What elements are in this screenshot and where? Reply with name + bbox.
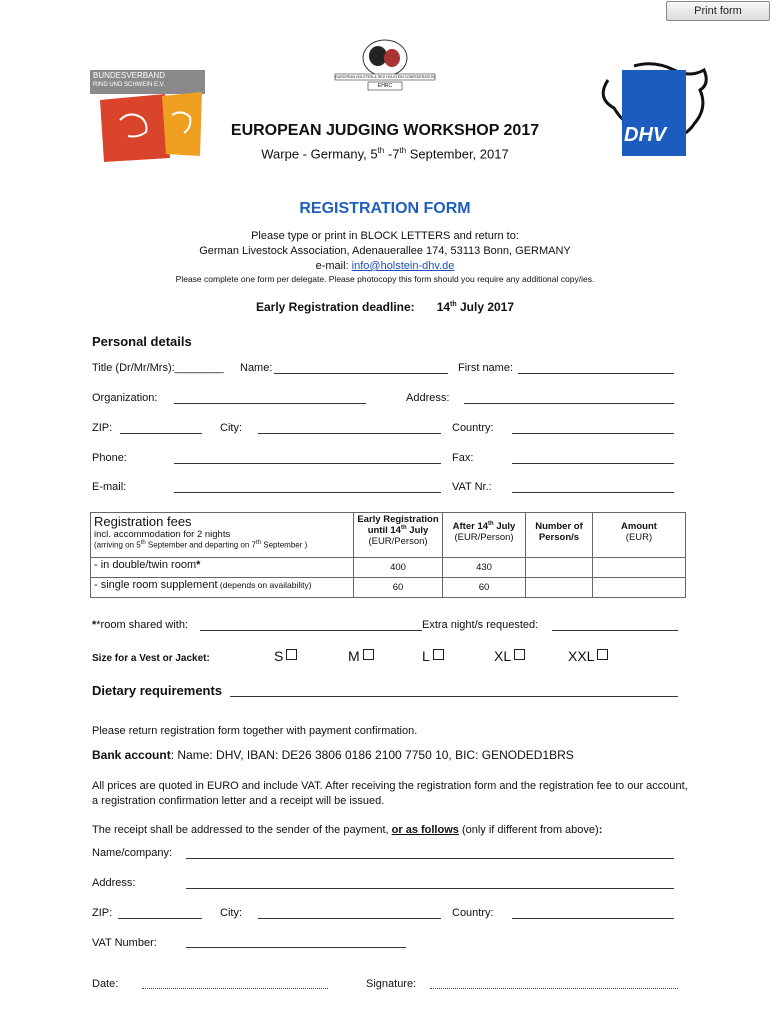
vat-label: VAT Nr.: [452,481,492,493]
page-title: EUROPEAN JUDGING WORKSHOP 2017 [230,122,540,139]
instructions-line: Please type or print in BLOCK LETTERS and return to: [251,230,519,242]
event-location-date: Warpe - Germany, 5th -7th September, 2017 [261,146,509,162]
extra-nights-input[interactable] [552,630,678,631]
receipt-city-label: City: [220,907,242,919]
registration-fees-heading: Registration fees [94,514,192,529]
col-number-header: Number of Person/s [526,513,593,558]
organization-input[interactable] [174,403,366,404]
name-input[interactable] [274,373,448,374]
prices-note: All prices are quoted in EURO and include VAT. After receiving the registration form and the registration fee to our account, a registration confirmation letter and a receipt will be issued. [92,780,688,807]
print-form-button[interactable]: Print form [666,1,770,21]
dhv-text: DHV [624,124,667,146]
date-label: Date: [92,978,119,990]
country-input[interactable] [512,433,674,434]
receipt-zip-input[interactable] [118,918,202,919]
name-company-input[interactable] [186,858,674,859]
bank-account: Bank account: Name: DHV, IBAN: DE26 3806 0186 2100 7750 10, BIC: GENODED1BRS [92,748,574,762]
size-option-s[interactable]: S [274,648,297,664]
city-input[interactable] [258,433,441,434]
personal-details-heading: Personal details [92,334,192,349]
dietary-input[interactable] [230,696,678,697]
receipt-address-label: Address: [92,877,136,889]
address-label: Address: [406,392,450,404]
first-name-label: First name: [458,362,514,374]
checkbox-icon[interactable] [597,649,608,660]
date-input[interactable] [142,988,328,989]
table-row [91,578,686,598]
email-link[interactable]: info@holstein-dhv.de [351,260,455,272]
name-company-label: Name/company: [92,847,173,859]
extra-nights-label: Extra night/s requested: [422,619,539,631]
col-early-header: Early Registration until 14th July (EUR/Person) [354,513,443,558]
size-option-xl[interactable]: XL [494,648,525,664]
signature-input[interactable] [430,988,678,989]
registration-form-title: REGISTRATION FORM [299,200,471,217]
col-after-header: After 14th July (EUR/Person) [443,513,526,558]
ehrc-logo [330,38,440,94]
size-option-l[interactable]: L [422,648,444,664]
fax-input[interactable] [512,463,674,464]
room-shared-label: **room shared with: [92,619,188,631]
vat-number-input[interactable] [186,947,406,948]
double-after-price: 430 [443,558,526,578]
receipt-country-label: Country: [452,907,494,919]
col-amount-header: Amount (EUR) [593,513,686,558]
receipt-address-input[interactable] [186,888,674,889]
vat-number-label: VAT Number: [92,937,157,949]
registration-fees-table [90,512,686,598]
single-number-input[interactable] [526,578,593,598]
address-input[interactable] [464,403,674,404]
zip-label: ZIP: [92,422,113,434]
receipt-note: The receipt shall be addressed to the sender of the payment, or as follows (only if different from above): [92,824,603,836]
checkbox-icon[interactable] [286,649,297,660]
bundesverband-text: BUNDESVERBAND [93,71,166,80]
table-row [91,558,686,578]
ehrc-text: EUROPEAN HOLSTEIN & RED HOLSTEIN CONFEDERATION [335,75,435,79]
checkbox-icon[interactable] [433,649,444,660]
size-option-xxl[interactable]: XXL [568,648,608,664]
double-room-label: - in double/twin room* [91,558,354,578]
checkbox-icon[interactable] [514,649,525,660]
first-name-input[interactable] [518,373,674,374]
country-label: Country: [452,422,494,434]
dietary-label: Dietary requirements [92,683,223,698]
single-amount-input[interactable] [593,578,686,598]
receipt-zip-label: ZIP: [92,907,113,919]
zip-input[interactable] [120,433,202,434]
title-label: Title (Dr/Mr/Mrs):________ [92,362,224,374]
single-early-price: 60 [354,578,443,598]
double-early-price: 400 [354,558,443,578]
instructions-note: Please complete one form per delegate. Please photocopy this form should you require any additional copy/ies. [175,274,595,284]
dhv-logo [594,60,714,160]
size-option-m[interactable]: M [348,648,374,664]
single-after-price: 60 [443,578,526,598]
receipt-city-input[interactable] [258,918,441,919]
name-label: Name: [240,362,273,374]
bundesverband-subtext: RIND UND SCHWEIN E.V. [93,82,165,88]
email-input[interactable] [174,492,441,493]
room-shared-input[interactable] [200,630,422,631]
return-address: German Livestock Association, Adenauerallee 174, 53113 Bonn, GERMANY [199,245,571,257]
email-label: E-mail: [92,481,127,493]
double-amount-input[interactable] [593,558,686,578]
double-number-input[interactable] [526,558,593,578]
phone-label: Phone: [92,452,127,464]
size-label: Size for a Vest or Jacket: [92,653,210,664]
ehrc-abbr: EHRC [377,83,393,89]
receipt-country-input[interactable] [512,918,674,919]
fax-label: Fax: [452,452,474,464]
organization-label: Organization: [92,392,158,404]
early-deadline: Early Registration deadline: 14th July 2017 [255,300,515,314]
table-header-row [91,513,686,558]
email-line: e-mail: info@holstein-dhv.de [315,260,455,272]
single-room-label: - single room supplement (depends on availability) [91,578,354,598]
checkbox-icon[interactable] [363,649,374,660]
phone-input[interactable] [174,463,441,464]
fees-arrival-note: (arriving on 5th September and departing on 7th September ) [94,540,308,550]
city-label: City: [220,422,242,434]
fees-incl-note: incl. accommodation for 2 nights [94,529,231,540]
signature-label: Signature: [366,978,417,990]
vat-input[interactable] [512,492,674,493]
return-note: Please return registration form together with payment confirmation. [92,725,418,737]
